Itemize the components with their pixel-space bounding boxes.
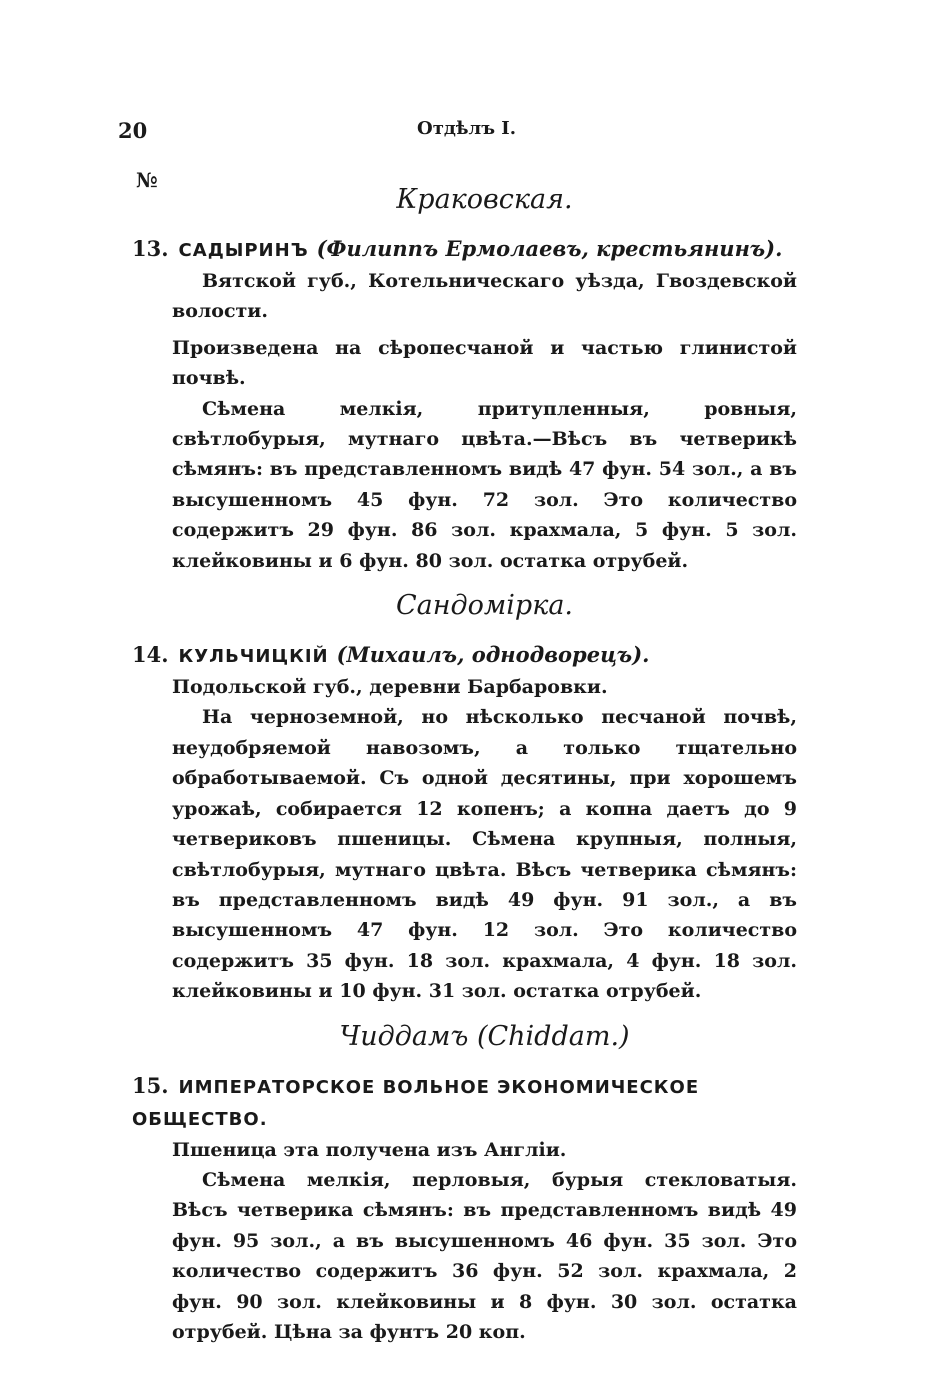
entry-person: (Михаилъ, однодворецъ). — [336, 642, 650, 668]
page-body — [132, 180, 797, 1347]
entry-number: 13. — [132, 236, 169, 261]
section-title-chiddam: Чиддамъ (Chiddam.) — [339, 1020, 630, 1052]
entry-location: Пшеница эта получена изъ Англіи. — [172, 1138, 567, 1161]
entry-heading — [132, 640, 797, 672]
entry-number: 15. — [132, 1072, 169, 1098]
number-column-mark: № — [136, 168, 158, 192]
entry-name: КУЛЬЧИЦКІЙ — [178, 646, 329, 668]
entry-description: Сѣмена мелкія, перловыя, бурыя стекловатыя. Вѣсъ четверика сѣмянъ: въ представленномъ видѣ 49 фун. 95 зол., а въ высушенномъ 46 фун. 35 зол. Это количество содержитъ 36 фун. 52 зол. крахмала, 2 фун. 90 зол. клейковины и 8 фун. 30 зол. остатка отрубей. Цѣна за фунтъ 20 коп. — [172, 1168, 797, 1343]
entry-name: ИМПЕРАТОРСКОЕ ВОЛЬНОЕ ЭКОНОМИЧЕСКОЕ ОБЩЕСТВО. — [132, 1076, 700, 1130]
page-number: 20 — [118, 118, 148, 143]
entry-description: На черноземной, но нѣсколько песчаной почвѣ, неудобряемой навозомъ, а только тщательно обработываемой. Съ одной десятины, при хорошемъ урожаѣ, собирается 12 копенъ; а копна даетъ до 9 четвериковъ пшеницы. Сѣмена крупныя, полныя, свѣтлобурыя, мутнаго цвѣта. Вѣсъ четверика сѣмянъ: въ представленномъ видѣ 49 фун. 91 зол., а въ высушенномъ 47 фун. 12 зол. Это количество содержитъ 35 фун. 18 зол. крахмала, 4 фун. 18 зол. клейковины и 10 фун. 31 зол. остатка отрубей. — [172, 706, 797, 1003]
entry-soil: Произведена на сѣропесчаной и частью глинистой почвѣ. — [172, 336, 797, 390]
entry-person: (Филиппъ Ермолаевъ, крестьянинъ). — [316, 236, 783, 261]
entry-name: САДЫРИНЪ — [178, 240, 309, 261]
entry-description: Сѣмена мелкія, притупленныя, ровныя, свѣтлобурыя, мутнаго цвѣта.—Вѣсъ въ четверикѣ сѣмянъ: въ представленномъ видѣ 47 фун. 54 зол., а въ высушенномъ 45 фун. 72 зол. Это количество содержитъ 29 фун. 86 зол. крахмала, 5 фун. 5 зол. клейковины и 6 фун. 80 зол. остатка отрубей. — [172, 397, 797, 572]
entry-heading — [132, 1071, 797, 1135]
running-head: Отдѣлъ I. — [417, 118, 516, 139]
entry-number: 14. — [132, 642, 169, 668]
section-title-krakovskaya: Краковская. — [396, 184, 573, 215]
entry-location: Вятской губ., Котельническаго уѣзда, Гвоздевской волости. — [172, 270, 797, 323]
entry-heading — [132, 234, 797, 266]
section-title-sandomirka: Сандомірка. — [395, 590, 574, 622]
entry-location: Подольской губ., деревни Барбаровки. — [172, 676, 608, 699]
